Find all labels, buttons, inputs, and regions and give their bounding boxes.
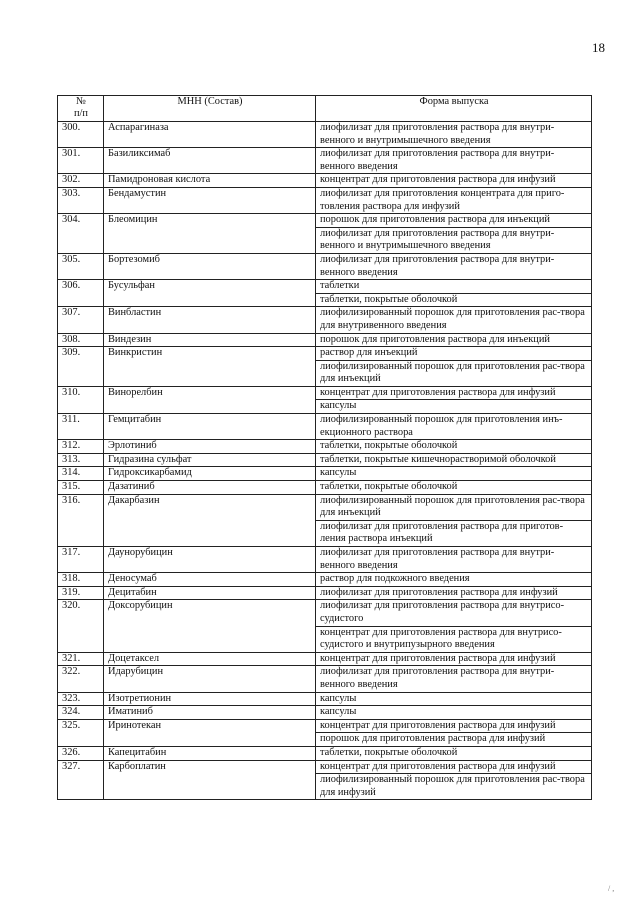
table-row	[58, 440, 592, 454]
drug-name: Базиликсимаб	[104, 148, 316, 174]
row-number: 314.	[58, 467, 104, 481]
row-number: 306.	[58, 280, 104, 307]
row-number: 323.	[58, 692, 104, 706]
table-row	[58, 467, 592, 481]
table-row	[58, 347, 592, 361]
release-form: лиофилизат для приготовления раствора для внутри-венного введения	[316, 666, 592, 692]
row-number: 313.	[58, 453, 104, 467]
drug-name: Иринотекан	[104, 719, 316, 746]
release-form: лиофилизат для приготовления раствора для внутрисо-судистого	[316, 600, 592, 626]
release-form: таблетки, покрытые оболочкой	[316, 481, 592, 495]
release-form: порошок для приготовления раствора для инъекций	[316, 333, 592, 347]
table-row	[58, 386, 592, 400]
table-row	[58, 692, 592, 706]
release-form: капсулы	[316, 706, 592, 720]
release-form: таблетки, покрытые оболочкой	[316, 293, 592, 307]
table-row	[58, 280, 592, 294]
release-form: лиофилизат для приготовления раствора для внутри-венного введения	[316, 148, 592, 174]
drug-name: Идарубицин	[104, 666, 316, 692]
row-number: 315.	[58, 481, 104, 495]
release-form: таблетки, покрытые оболочкой	[316, 440, 592, 454]
header-num	[58, 96, 104, 122]
table-row	[58, 494, 592, 520]
drug-name: Карбоплатин	[104, 760, 316, 800]
drug-name: Винбластин	[104, 307, 316, 333]
page-number: 18	[592, 40, 605, 55]
drug-name: Аспарагиназа	[104, 122, 316, 148]
release-form: таблетки, покрытые кишечнорастворимой оболочкой	[316, 453, 592, 467]
drug-name: Виндезин	[104, 333, 316, 347]
drug-name: Бендамустин	[104, 187, 316, 213]
row-number: 316.	[58, 494, 104, 546]
table-row	[58, 214, 592, 228]
table-row	[58, 719, 592, 733]
row-number: 302.	[58, 174, 104, 188]
row-number: 309.	[58, 347, 104, 387]
release-form: порошок для приготовления раствора для инфузий	[316, 733, 592, 747]
release-form: лиофилизат для приготовления раствора для внутри-венного введения	[316, 547, 592, 573]
release-form: лиофилизат для приготовления раствора для внутри-венного введения	[316, 253, 592, 279]
table-row	[58, 122, 592, 148]
table-row	[58, 573, 592, 587]
table-row	[58, 187, 592, 213]
release-form: капсулы	[316, 400, 592, 414]
release-form: порошок для приготовления раствора для инъекций	[316, 214, 592, 228]
drug-name: Дазатиниб	[104, 481, 316, 495]
drug-name: Эрлотиниб	[104, 440, 316, 454]
table-row	[58, 453, 592, 467]
drug-name: Бортезомиб	[104, 253, 316, 279]
release-form: лиофилизат для приготовления раствора для инфузий	[316, 586, 592, 600]
release-form: раствор для подкожного введения	[316, 573, 592, 587]
row-number: 305.	[58, 253, 104, 279]
drug-name: Доксорубицин	[104, 600, 316, 652]
release-form: концентрат для приготовления раствора для инфузий	[316, 386, 592, 400]
row-number: 304.	[58, 214, 104, 254]
table-row	[58, 600, 592, 626]
table-row	[58, 760, 592, 774]
drug-name: Даунорубицин	[104, 547, 316, 573]
release-form: лиофилизат для приготовления раствора для внутри-венного и внутримышечного введения	[316, 122, 592, 148]
release-form: лиофилизированный порошок для приготовления рас-твора для внутривенного введения	[316, 307, 592, 333]
release-form: таблетки, покрытые оболочкой	[316, 746, 592, 760]
header-num-line1: №	[76, 96, 86, 107]
drug-name: Бусульфан	[104, 280, 316, 307]
table-row	[58, 253, 592, 279]
row-number: 310.	[58, 386, 104, 413]
release-form: раствор для инъекций	[316, 347, 592, 361]
drug-table	[57, 95, 592, 800]
row-number: 317.	[58, 547, 104, 573]
row-number: 327.	[58, 760, 104, 800]
table-row	[58, 666, 592, 692]
header-form: Форма выпуска	[316, 96, 592, 122]
table-row	[58, 148, 592, 174]
row-number: 320.	[58, 600, 104, 652]
row-number: 307.	[58, 307, 104, 333]
table-row	[58, 746, 592, 760]
table-row	[58, 333, 592, 347]
drug-name: Гидразина сульфат	[104, 453, 316, 467]
table-row	[58, 414, 592, 440]
table-body	[58, 122, 592, 800]
drug-name: Изотретионин	[104, 692, 316, 706]
release-form: концентрат для приготовления раствора для инфузий	[316, 760, 592, 774]
release-form: концентрат для приготовления раствора для внутрисо-судистого и внутрипузырного введения	[316, 626, 592, 652]
drug-name: Винорелбин	[104, 386, 316, 413]
row-number: 324.	[58, 706, 104, 720]
release-form: таблетки	[316, 280, 592, 294]
drug-name: Гидроксикарбамид	[104, 467, 316, 481]
header-name: МНН (Состав)	[104, 96, 316, 122]
row-number: 318.	[58, 573, 104, 587]
header-num-line2: п/п	[73, 108, 88, 119]
drug-name: Дакарбазин	[104, 494, 316, 546]
release-form: лиофилизат для приготовления раствора для внутри-венного и внутримышечного введения	[316, 227, 592, 253]
drug-name: Памидроновая кислота	[104, 174, 316, 188]
row-number: 311.	[58, 414, 104, 440]
release-form: лиофилизат для приготовления раствора для приготов-ления раствора инъекций	[316, 520, 592, 546]
release-form: лиофилизат для приготовления концентрата для приго-товления раствора для инфузий	[316, 187, 592, 213]
release-form: лиофилизированный порошок для приготовления инъ-екционного раствора	[316, 414, 592, 440]
release-form: концентрат для приготовления раствора для инфузий	[316, 652, 592, 666]
row-number: 325.	[58, 719, 104, 746]
table-row	[58, 547, 592, 573]
drug-name: Иматиниб	[104, 706, 316, 720]
table-row	[58, 307, 592, 333]
table-row	[58, 481, 592, 495]
row-number: 308.	[58, 333, 104, 347]
drug-name: Капецитабин	[104, 746, 316, 760]
row-number: 312.	[58, 440, 104, 454]
drug-name: Гемцитабин	[104, 414, 316, 440]
row-number: 326.	[58, 746, 104, 760]
drug-name: Деносумаб	[104, 573, 316, 587]
release-form: лиофилизированный порошок для приготовления рас-твора для инъекций	[316, 494, 592, 520]
drug-name: Доцетаксел	[104, 652, 316, 666]
row-number: 321.	[58, 652, 104, 666]
release-form: лиофилизированный порошок для приготовления рас-твора для инфузий	[316, 774, 592, 800]
table-row	[58, 586, 592, 600]
table-row	[58, 652, 592, 666]
table-row	[58, 174, 592, 188]
drug-name: Винкристин	[104, 347, 316, 387]
drug-name: Децитабин	[104, 586, 316, 600]
release-form: капсулы	[316, 467, 592, 481]
table-row	[58, 706, 592, 720]
corner-mark: / ,	[608, 884, 615, 893]
row-number: 301.	[58, 148, 104, 174]
table-header-row	[58, 96, 592, 122]
row-number: 300.	[58, 122, 104, 148]
release-form: лиофилизированный порошок для приготовления рас-твора для инъекций	[316, 360, 592, 386]
release-form: капсулы	[316, 692, 592, 706]
release-form: концентрат для приготовления раствора для инфузий	[316, 719, 592, 733]
drug-name: Блеомицин	[104, 214, 316, 254]
row-number: 303.	[58, 187, 104, 213]
release-form: концентрат для приготовления раствора для инфузий	[316, 174, 592, 188]
row-number: 322.	[58, 666, 104, 692]
row-number: 319.	[58, 586, 104, 600]
